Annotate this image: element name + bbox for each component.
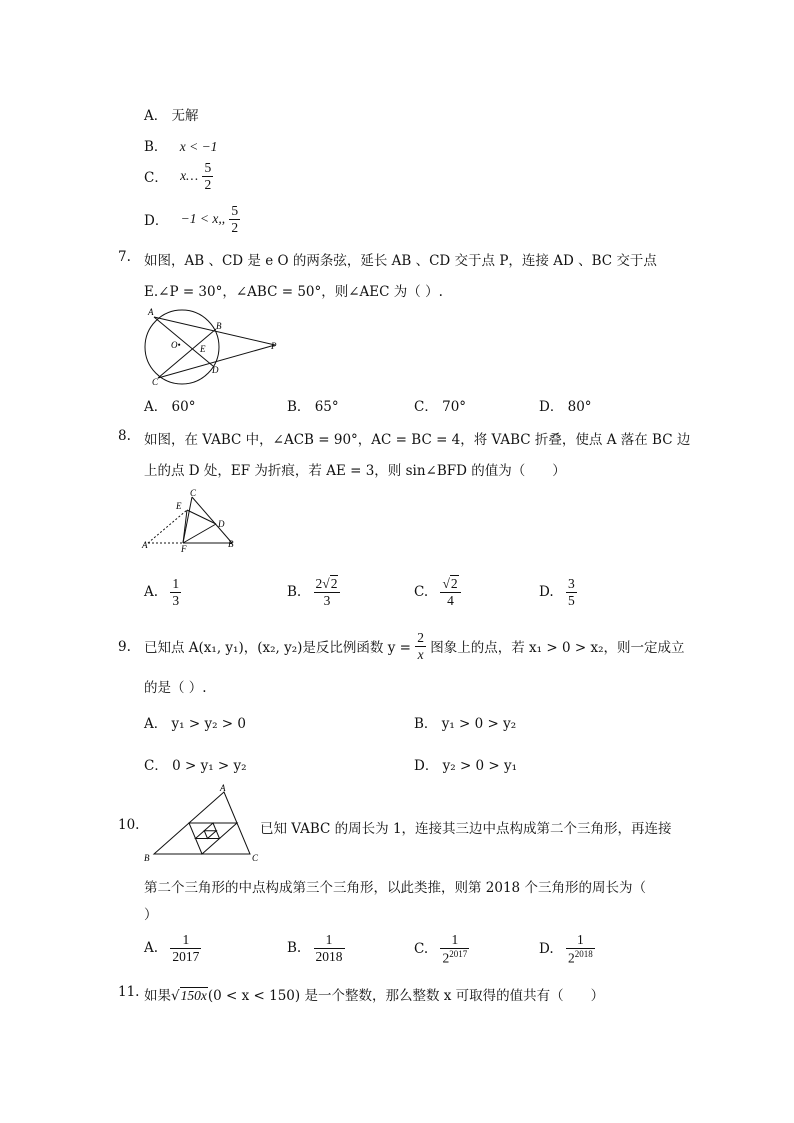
fraction: $\frac{3}{5}$ xyxy=(567,576,575,608)
q10-option-c: C. $\frac{1}{2^{2017}}$ xyxy=(414,932,468,966)
fraction: $\frac{5}{2}$ xyxy=(204,160,212,192)
q8-option-a: A. $\frac{1}{3}$ xyxy=(144,576,180,608)
q9-option-c: C． 0 > y₁ > y₂ xyxy=(144,758,247,774)
q10-option-a: A. $\frac{1}{2017}$ xyxy=(144,932,200,964)
fraction: $\frac{√2}{4}$ xyxy=(440,576,460,608)
q7-option-c: C． 70° xyxy=(414,399,467,415)
option-expression: x < −1 xyxy=(179,139,218,154)
fraction: $\frac{1}{2^{2018}}$ xyxy=(567,932,593,966)
q8-option-c: C. $\frac{√2}{4}$ xyxy=(414,576,461,608)
point-label: E xyxy=(176,501,182,511)
q8-number: 8. xyxy=(118,428,131,444)
fraction: $\frac{2}{x}$ xyxy=(417,630,424,662)
square-root: √150x xyxy=(171,988,207,1004)
point-label: B xyxy=(228,539,234,549)
q7-stem-line1: 如图，AB 、CD 是 e O 的两条弦，延长 AB 、CD 交于点 P，连接 AD 、BC 交于点 xyxy=(144,253,657,269)
option-label: C． xyxy=(144,170,168,187)
point-label: A xyxy=(148,307,154,317)
point-label: F xyxy=(181,544,187,554)
point-label: D xyxy=(218,519,225,529)
q7-option-b: B． 65° xyxy=(287,399,339,415)
q8-fold-figure xyxy=(140,485,250,555)
fraction: $\frac{5}{2}$ xyxy=(231,203,239,235)
point-label: B xyxy=(216,321,222,331)
fraction: $\frac{1}{3}$ xyxy=(172,576,180,608)
q6-option-c xyxy=(144,160,213,192)
q7-option-d: D． 80° xyxy=(539,399,592,415)
q7-stem-line2: E.∠P = 30°，∠ABC = 50°，则∠AEC 为（ ）. xyxy=(144,284,443,300)
point-label: C xyxy=(152,377,159,387)
q8-stem-line1: 如图，在 VABC 中，∠ACB = 90°，AC = BC = 4，将 VABC 折叠，使点 A 落在 BC 边 xyxy=(144,432,691,448)
fraction: $\frac{1}{2^{2017}}$ xyxy=(442,932,468,966)
fraction: $\frac{1}{2017}$ xyxy=(172,932,200,964)
q9-option-a: A． y₁ > y₂ > 0 xyxy=(144,716,246,732)
q8-stem-line2: 上的点 D 处，EF 为折痕，若 AE = 3，则 sin∠BFD 的值为（ ） xyxy=(144,463,566,479)
point-label: P xyxy=(271,341,277,351)
q9-stem-line2: 的是（ ）. xyxy=(144,680,207,696)
point-label: O• xyxy=(171,340,181,350)
q7-number: 7. xyxy=(118,249,131,265)
q6-option-a: A． 无解 xyxy=(144,108,199,124)
option-expression: −1 < x,, xyxy=(180,211,226,227)
fraction: $\frac{2√2}{3}$ xyxy=(314,576,341,608)
point-label: E xyxy=(200,344,206,354)
fraction: $\frac{1}{2018}$ xyxy=(315,932,343,964)
q7-circle-figure xyxy=(140,305,290,387)
point-label: A xyxy=(220,783,226,793)
q10-option-b: B. $\frac{1}{2018}$ xyxy=(287,932,343,964)
q10-stem-line3: ） xyxy=(144,907,158,923)
point-label: A xyxy=(142,540,148,550)
q9-number: 9. xyxy=(118,639,131,655)
q8-option-b: B. $\frac{2√2}{3}$ xyxy=(287,576,340,608)
q6-option-b xyxy=(144,135,217,155)
option-expression: x… xyxy=(180,168,199,184)
q9-option-b: B． y₁ > 0 > y₂ xyxy=(414,716,517,732)
q8-option-d: D. $\frac{3}{5}$ xyxy=(539,576,575,608)
q9-option-d: D． y₂ > 0 > y₁ xyxy=(414,758,518,774)
q9-stem-line1: 已知点 A(x₁, y₁)，(x₂, y₂)是反比例函数 y = $\frac{2}{x}$ 图象上的点，若 x₁ > 0 > x₂，则一定成立 xyxy=(144,630,685,662)
q10-stem-line1: 已知 VABC 的周长为 1，连接其三边中点构成第二个三角形，再连接 xyxy=(260,821,672,837)
q7-option-a: A． 60° xyxy=(144,399,196,415)
point-label: C xyxy=(252,853,259,863)
q10-nested-triangles-figure xyxy=(142,782,260,864)
point-label: C xyxy=(190,488,197,498)
q10-option-d: D. $\frac{1}{2^{2018}}$ xyxy=(539,932,593,966)
option-label: B． xyxy=(144,139,168,155)
q10-stem-line2: 第二个三角形的中点构成第三个三角形，以此类推，则第 2018 个三角形的周长为（ xyxy=(144,880,646,896)
q11-stem: 如果√150x(0 < x < 150) 是一个整数，那么整数 x 可取得的值共有（ ） xyxy=(144,988,605,1004)
option-label: D． xyxy=(144,213,169,230)
q10-number: 10. xyxy=(118,817,140,833)
point-label: B xyxy=(144,853,150,863)
q6-option-d xyxy=(144,203,240,235)
point-label: D xyxy=(212,365,219,375)
q11-number: 11. xyxy=(118,984,140,1000)
